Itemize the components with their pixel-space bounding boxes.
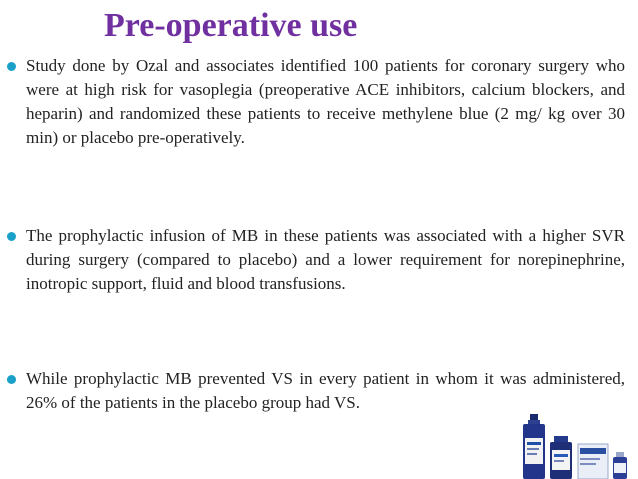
bullet-text: The prophylactic infusion of MB in these patients was associated with a higher SVR during surgery (compared to placebo) and a lower requirement for norepinephrine, inotropic support, fluid and blood transfusions. bbox=[26, 226, 625, 293]
bullet-marker-icon bbox=[7, 62, 16, 71]
bottle-large-icon bbox=[523, 414, 545, 479]
vial-small-icon bbox=[613, 452, 627, 479]
bullet-marker-icon bbox=[7, 232, 16, 241]
bullet-text: While prophylactic MB prevented VS in every patient in whom it was administered, 26% of the patients in the placebo group had VS. bbox=[26, 369, 625, 412]
slide-title: Pre-operative use bbox=[104, 7, 358, 44]
medicine-bottles-image bbox=[520, 414, 638, 479]
bullet-text: Study done by Ozal and associates identified 100 patients for coronary surgery who were at high risk for vasoplegia (preoperative ACE inhibitors, calcium blockers, and heparin) and randomized these patients to receive methylene blue (2 mg/ kg over 30 min) or placebo pre-operatively. bbox=[26, 56, 625, 147]
bottle-medium-icon bbox=[550, 436, 572, 479]
bullet-marker-icon bbox=[7, 375, 16, 384]
medicine-box-icon bbox=[578, 444, 608, 479]
